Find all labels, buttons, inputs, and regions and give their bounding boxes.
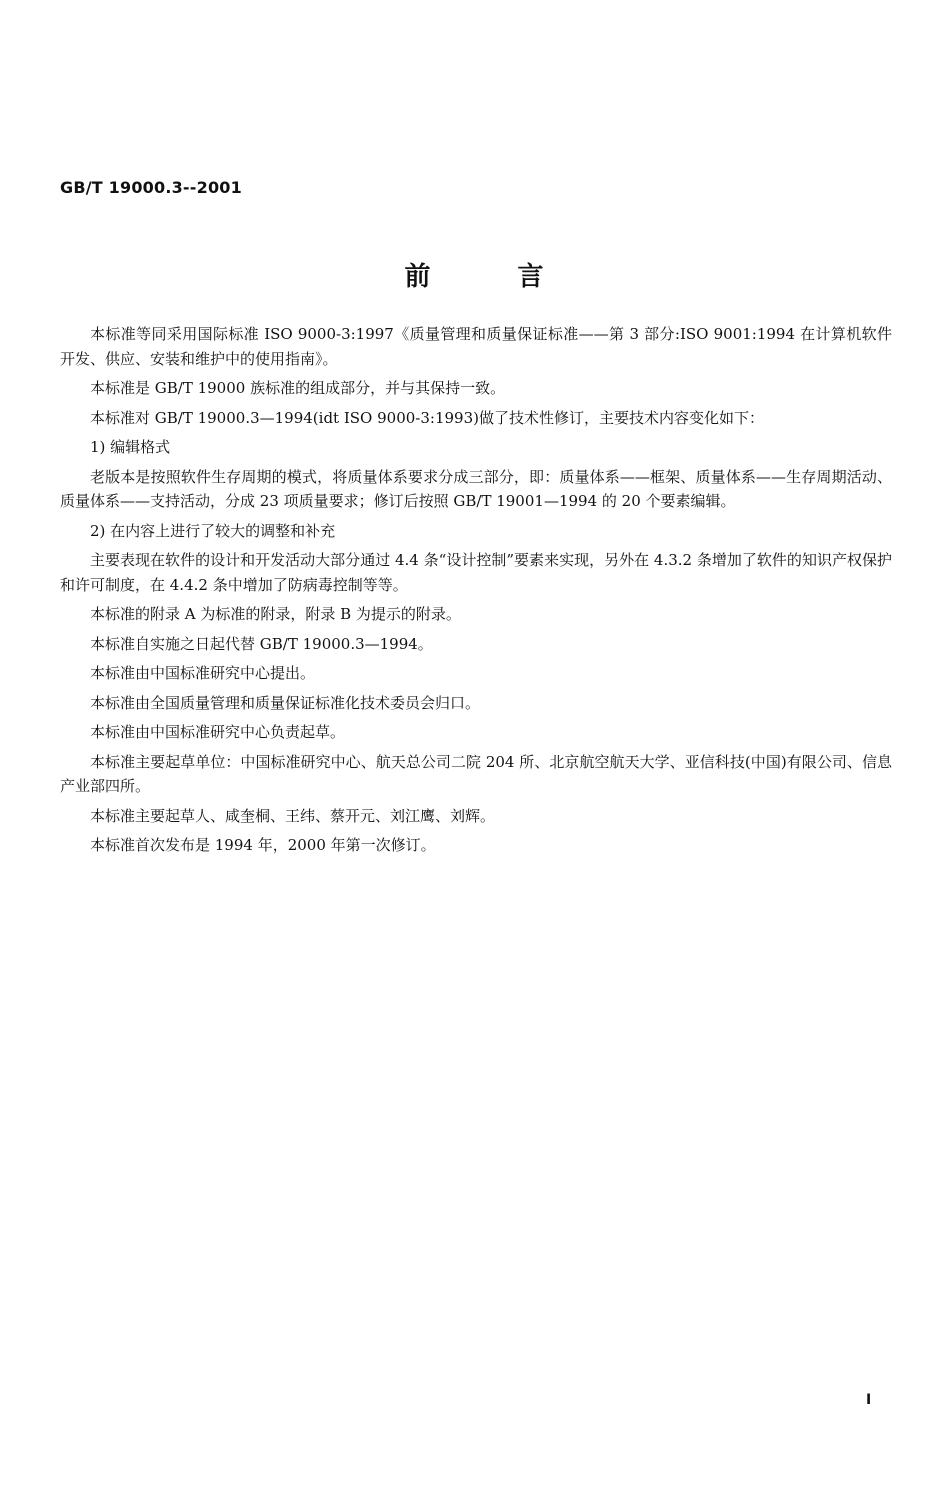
paragraph-drafters: 本标准主要起草人、咸奎桐、王纬、蔡开元、刘江鹰、刘辉。 <box>90 806 496 825</box>
document-id: GB/T 19000.3--2001 <box>60 178 242 197</box>
paragraph-drafted-by: 本标准由中国标准研究中心负责起草。 <box>90 723 346 741</box>
foreword-body <box>60 322 892 863</box>
page-title <box>0 256 950 293</box>
paragraph-centralized-by: 本标准由全国质量管理和质量保证标准化技术委员会归口。 <box>90 693 481 712</box>
paragraph-adoption: 本标准等同采用国际标准 ISO 9000-3:1997《质量管理和质量保证标准——第 3 部分:ISO 9001:1994 在计算机软件开发、供应、安装和维护中的使用指南》。 <box>60 325 892 368</box>
paragraph-item-1-heading: 1) 编辑格式 <box>90 438 171 456</box>
paragraph-appendix: 本标准的附录 A 为标准的附录，附录 B 为提示的附录。 <box>90 605 461 623</box>
paragraph-proposed-by: 本标准由中国标准研究中心提出。 <box>90 664 316 682</box>
page-number: I <box>866 1392 872 1408</box>
paragraph-first-issue: 本标准首次发布是 1994 年，2000 年第一次修订。 <box>90 836 436 854</box>
paragraph-item-2-body: 主要表现在软件的设计和开发活动大部分通过 4.4 条“设计控制”要素来实现，另外在 4.3.2 条增加了软件的知识产权保护和许可制度，在 4.4.2 条中增加了防病毒控制等等。 <box>60 551 892 594</box>
title-char-1: 前 <box>404 262 433 292</box>
paragraph-item-1-body: 老版本是按照软件生存周期的模式，将质量体系要求分成三部分，即：质量体系——框架、质量体系——生存周期活动、质量体系——支持活动，分成 23 项质量要求；修订后按照 GB/T 19001—1994 的 20 个要素编辑。 <box>60 467 892 510</box>
paragraph-revision: 本标准对 GB/T 19000.3—1994(idt ISO 9000-3:1993)做了技术性修订，主要技术内容变化如下： <box>90 408 764 427</box>
paragraph-drafting-units: 本标准主要起草单位：中国标准研究中心、航天总公司二院 204 所、北京航空航天大学、亚信科技(中国)有限公司、信息产业部四所。 <box>60 752 892 795</box>
paragraph-family: 本标准是 GB/T 19000 族标准的组成部分，并与其保持一致。 <box>90 379 506 397</box>
title-char-2: 言 <box>517 262 546 292</box>
paragraph-replaces: 本标准自实施之日起代替 GB/T 19000.3—1994。 <box>90 634 433 653</box>
paragraph-item-2-heading: 2) 在内容上进行了较大的调整和补充 <box>90 521 336 540</box>
